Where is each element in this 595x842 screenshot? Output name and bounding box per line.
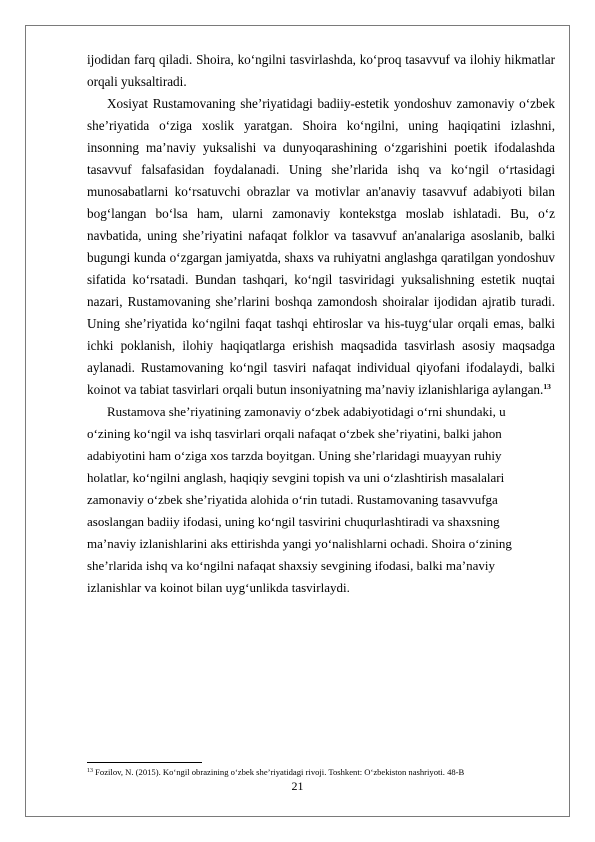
paragraph-3-line: asoslangan badiiy ifodasi, uning ko‘ngil tasvirini chuqurlashtiradi va shaxsning	[87, 514, 500, 529]
paragraph-3-line: she’rlarida ishq va ko‘ngilni nafaqat shaxsiy sevgining ifodasi, balki ma’naviy	[87, 558, 495, 573]
footnote-divider	[87, 762, 202, 763]
paragraph-3-line: adabiyotini ham o‘ziga xos tarzda boyitgan. Uning she’rlaridagi muayyan ruhiy	[87, 448, 502, 463]
paragraph-3-line: ma’naviy izlanishlarini aks ettirishda yangi yo‘nalishlarni ochadi. Shoira o‘zining	[87, 536, 512, 551]
paragraph-3	[87, 401, 555, 599]
footnote-number: 13	[87, 768, 93, 774]
paragraph-3-line: izlanishlar va koinot bilan uyg‘unlikda tasvirlaydi.	[87, 580, 350, 595]
paragraph-1: ijodidan farq qiladi. Shoira, ko‘ngilni tasvirlashda, ko‘proq tasavvuf va ilohiy hikmatlar orqali yuksaltiradi.	[87, 52, 555, 89]
footnote	[87, 767, 557, 778]
paragraph-3-line: zamonaviy o‘zbek she’riyatida alohida o‘rin tutadi. Rustamovaning tasavvufga	[87, 492, 498, 507]
paragraph-2	[87, 93, 555, 401]
body-text	[87, 49, 555, 599]
footnote-text: Fozilov, N. (2015). Ko‘ngil obrazining o‘zbek she’riyatidagi rivoji. Toshkent: O‘zbekiston nashriyoti. 48-B	[95, 767, 465, 777]
paragraph-3-line: Rustamova she’riyatining zamonaviy o‘zbek adabiyotidagi o‘rni shundaki, u	[107, 404, 506, 419]
paragraph-3-line: o‘zining ko‘ngil va ishq tasvirlari orqali nafaqat o‘zbek she’riyatini, balki jahon	[87, 426, 502, 441]
footnote-reference[interactable]: 13	[543, 382, 551, 391]
page-number: 21	[291, 779, 304, 793]
paragraph-3-line: holatlar, ko‘ngilni anglash, haqiqiy sevgini topish va uni o‘zlashtirish masalalari	[87, 470, 505, 485]
paragraph-2-text: Xosiyat Rustamovaning she’riyatidagi badiiy-estetik yondoshuv zamonaviy o‘zbek she’riyatida o‘ziga xoslik yaratgan. Shoira ko‘ngilni, uning haqiqatini izlashni, insonning ma’naviy yuksalishi va dunyoqarashining o‘zgarishini poetik ifodalashda tasavvuf falsafasidan foydalanadi. Uning she’rlarida ishq va ko‘ngil o‘rtasidagi munosabatlarni ko‘rsatuvchi obrazlar va motivlar an'anaviy tasavvuf adabiyoti bilan bog‘langan bo‘lsa ham, ularni zamonaviy kontekstga moslab ishlatadi. Bu, o‘z navbatida, uning she’riyatini nafaqat folklor va tasavvuf an'analariga asoslanib, balki bugungi kunda o‘zgargan jamiyatda, shaxs va ruhiyatni anglashga qaratilgan yondoshuv sifatida ko‘rsatadi. Bundan tashqari, ko‘ngil tasviridagi yuksalishning estetik nuqtai nazari, Rustamovaning she’rlarini boshqa zamondosh shoiralar ijodidan ajratib turadi. Uning she’riyatida ko‘ngilni faqat tashqi ehtiroslar va his-tuyg‘ular orqali emas, balki ichki poklanish, ilohiy haqiqatlarga erishish maqsadida tasvirlash asosiy maqsadga aylanadi. Rustamovaning ko‘ngil tasviri nafaqat individual qiyofani ifodalaydi, balki koinot va tabiat tasvirlari orqali butun insoniyatning ma’naviy izlanishlariga aylangan.	[87, 96, 555, 397]
